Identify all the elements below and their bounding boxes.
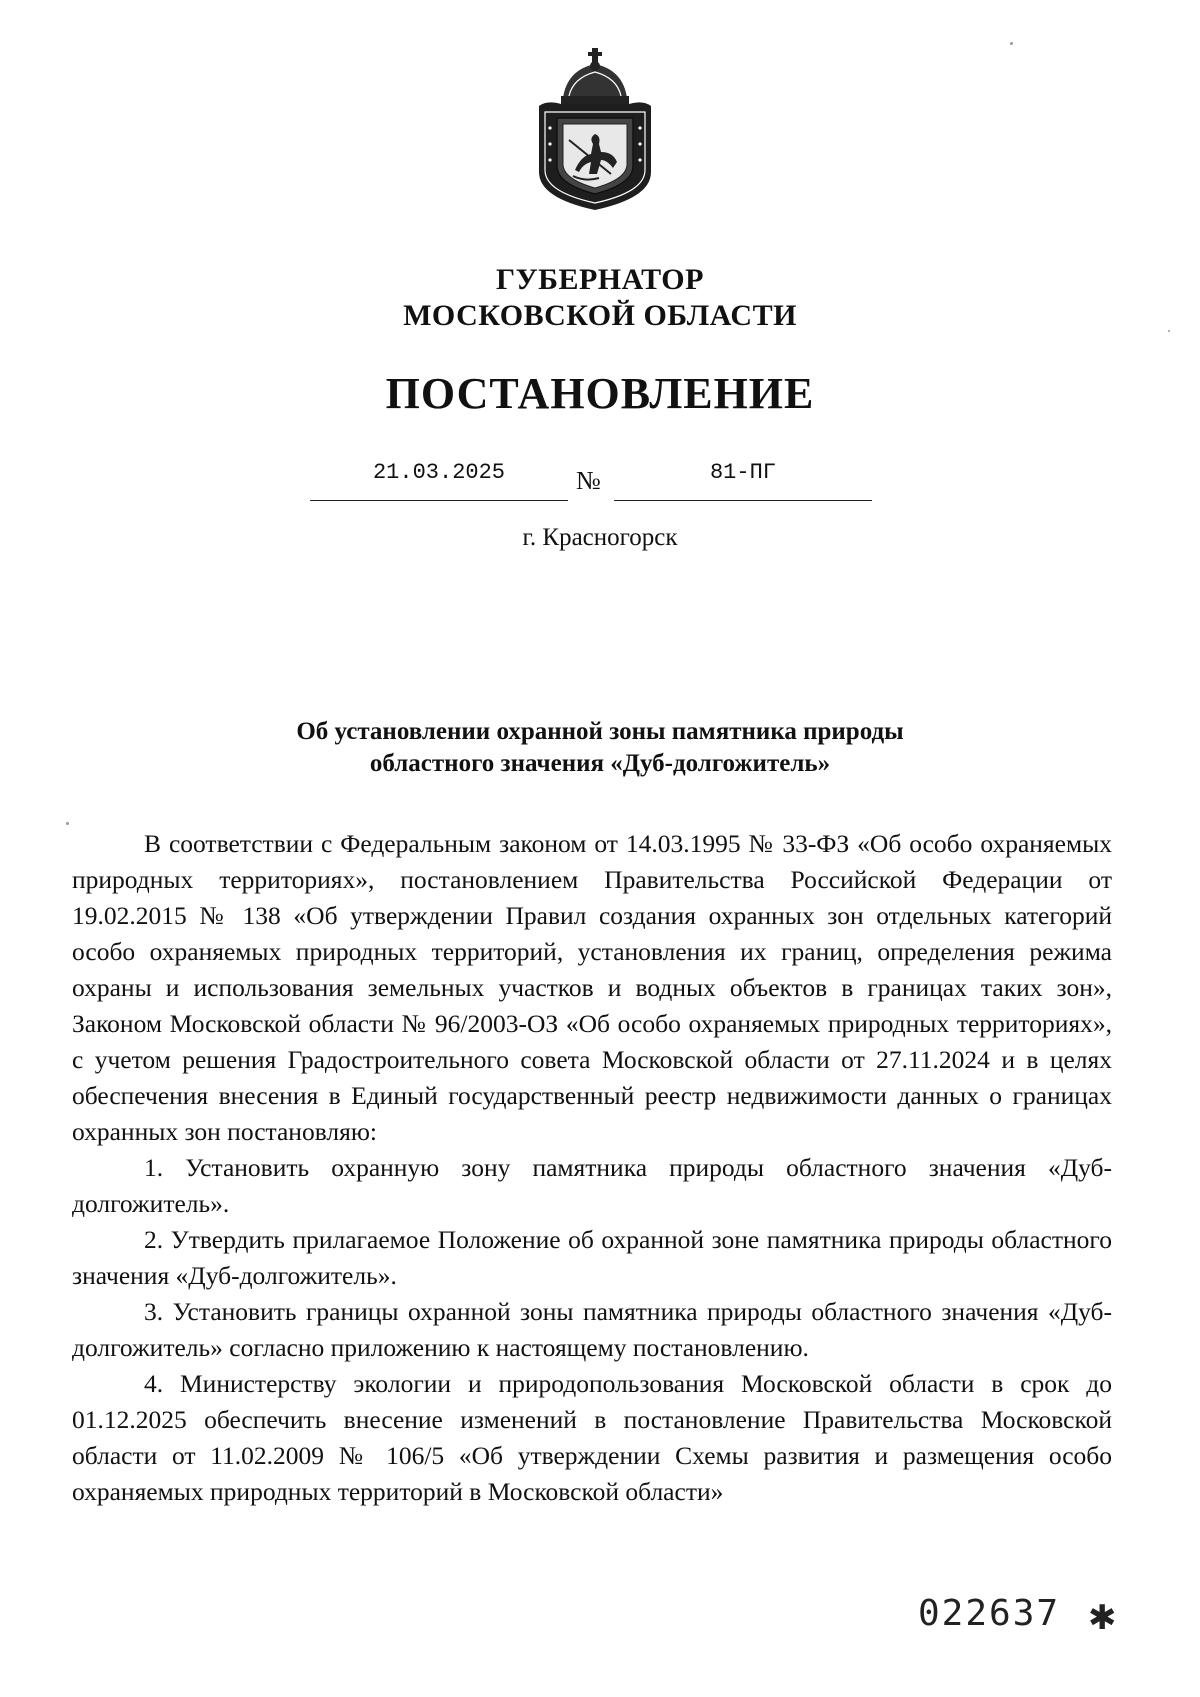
- document-subject: [0, 716, 1200, 780]
- form-serial-number: 022637: [918, 1593, 1061, 1634]
- preamble-paragraph: В соответствии с Федеральным законом от 14.03.1995 № 33-ФЗ «Об особо охраняемых природных территориях», постановлением Правительства Российской Федерации от 19.02.2015 № 138 «Об утверждении Правил создания охранных зон отдельных категорий особо охраняемых природных территорий, установления их границ, определения режима охраны и использования земельных участков и водных объектов в границах таких зон», Законом Московской области № 96/2003-ОЗ «Об особо охраняемых природных территориях», с учетом решения Градостроительного совета Московской области от 27.11.2024 и в целях обеспечения внесения в Единый государственный реестр недвижимости данных о границах охранных зон постановляю:: [72, 829, 1112, 1146]
- coat-of-arms-emblem: [533, 48, 657, 212]
- clause-1: 1. Установить охранную зону памятника природы областного значения «Дуб-долгожитель».: [72, 1153, 1112, 1218]
- document-body: [72, 826, 1112, 1510]
- clause-4: 4. Министерству экологии и природопользования Московской области в срок до 01.12.2025 обеспечить внесение изменений в постановление Правительства Московской области от 11.02.2009 № 106/5 «Об утверждении Схемы развития и размещения особо охраняемых природных территорий в Московской области»: [72, 1369, 1112, 1506]
- serial-star-mark: ✱: [1088, 1598, 1117, 1638]
- subject-line-2: областного значения «Дуб-долгожитель»: [369, 750, 831, 777]
- document-date: 21.03.2025: [310, 460, 568, 501]
- scan-speck: [1168, 330, 1170, 332]
- scan-speck: [66, 822, 69, 825]
- clause-2: 2. Утвердить прилагаемое Положение об охранной зоне памятника природы областного значения «Дуб-долгожитель».: [72, 1225, 1112, 1290]
- authority-line-2: МОСКОВСКОЙ ОБЛАСТИ: [403, 299, 797, 332]
- place-of-issue: г. Красногорск: [522, 524, 678, 551]
- subject-line-1: Об установлении охранной зоны памятника природы: [296, 718, 904, 745]
- document-meta-row: [0, 460, 1200, 504]
- clause-3: 3. Установить границы охранной зоны памятника природы областного значения «Дуб-долгожитель» согласно приложению к настоящему постановлению.: [72, 1297, 1112, 1362]
- document-number-label: №: [576, 466, 601, 495]
- document-type-title: ПОСТАНОВЛЕНИЕ: [385, 369, 815, 418]
- scan-speck: [1010, 42, 1013, 45]
- issuing-authority: [0, 262, 1200, 334]
- document-number: 81-ПГ: [614, 460, 872, 501]
- authority-line-1: ГУБЕРНАТОР: [496, 263, 704, 296]
